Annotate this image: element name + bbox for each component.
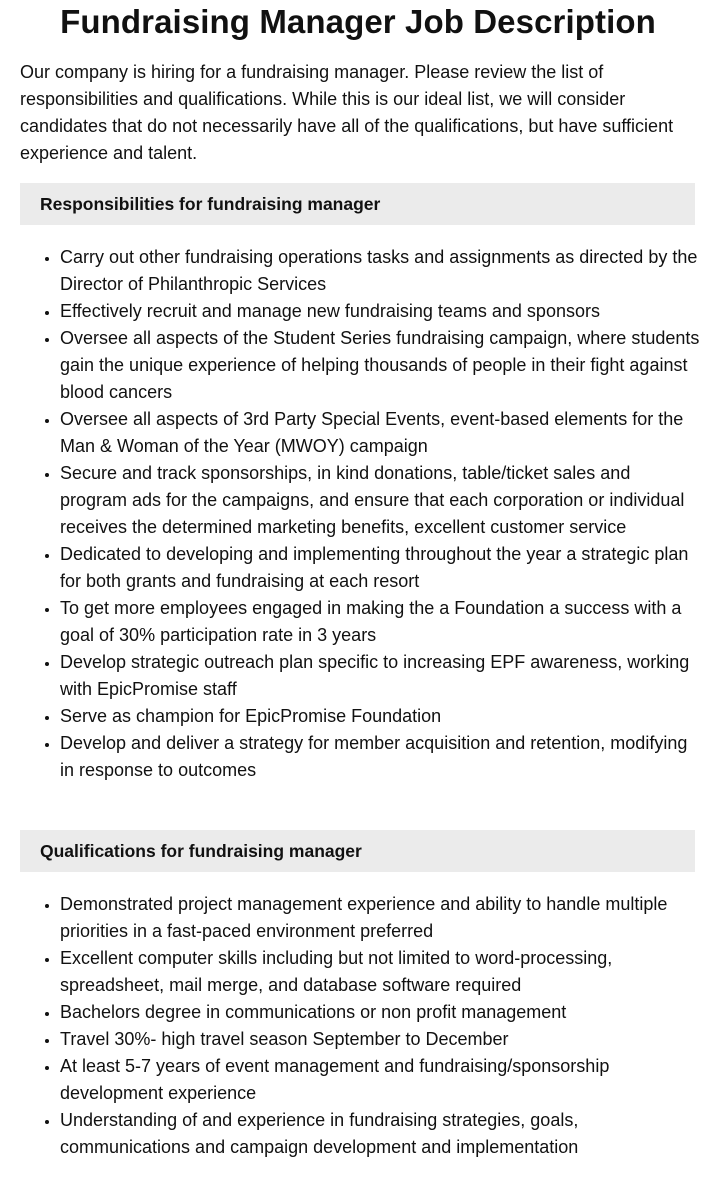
list-item: • Dedicated to developing and implementing throughout the year a strategic plan for both grants and fundraising at each resort (60, 541, 700, 595)
list-item: • Demonstrated project management experience and ability to handle multiple priorities in a fast-paced environment preferred (60, 891, 700, 945)
list-item: • Serve as champion for EpicPromise Foundation (60, 703, 700, 730)
list-item: • Secure and track sponsorships, in kind donations, table/ticket sales and program ads for the campaigns, and ensure that each corporation or individual receives the determined marketing benefits, excellent customer service (60, 460, 700, 541)
list-item: • At least 5-7 years of event management and fundraising/sponsorship development experience (60, 1053, 700, 1107)
list-item: • Bachelors degree in communications or non profit management (60, 999, 700, 1026)
page-title: Fundraising Manager Job Description (60, 3, 656, 40)
list-item: • Travel 30%- high travel season September to December (60, 1026, 700, 1053)
list-item: • Develop strategic outreach plan specific to increasing EPF awareness, working with EpicPromise staff (60, 649, 700, 703)
list-item: • Understanding of and experience in fundraising strategies, goals, communications and campaign development and implementation (60, 1107, 700, 1161)
list-item: • To get more employees engaged in making the a Foundation a success with a goal of 30% participation rate in 3 years (60, 595, 700, 649)
list-item: • Carry out other fundraising operations tasks and assignments as directed by the Director of Philanthropic Services (60, 244, 700, 298)
qualifications-list (0, 891, 700, 1161)
list-item: • Effectively recruit and manage new fundraising teams and sponsors (60, 298, 700, 325)
responsibilities-heading: Responsibilities for fundraising manager (20, 183, 695, 225)
responsibilities-list (0, 244, 700, 784)
list-item: • Oversee all aspects of 3rd Party Special Events, event-based elements for the Man & Woman of the Year (MWOY) campaign (60, 406, 700, 460)
list-item: • Excellent computer skills including but not limited to word-processing, spreadsheet, mail merge, and database software required (60, 945, 700, 999)
qualifications-heading: Qualifications for fundraising manager (20, 830, 695, 872)
list-item: • Oversee all aspects of the Student Series fundraising campaign, where students gain the unique experience of helping thousands of people in their fight against blood cancers (60, 325, 700, 406)
list-item: • Develop and deliver a strategy for member acquisition and retention, modifying in response to outcomes (60, 730, 700, 784)
intro-paragraph: Our company is hiring for a fundraising manager. Please review the list of responsibilities and qualifications. While this is our ideal list, we will consider candidates that do not necessarily have all of the qualifications, but have sufficient experience and talent. (20, 62, 674, 163)
